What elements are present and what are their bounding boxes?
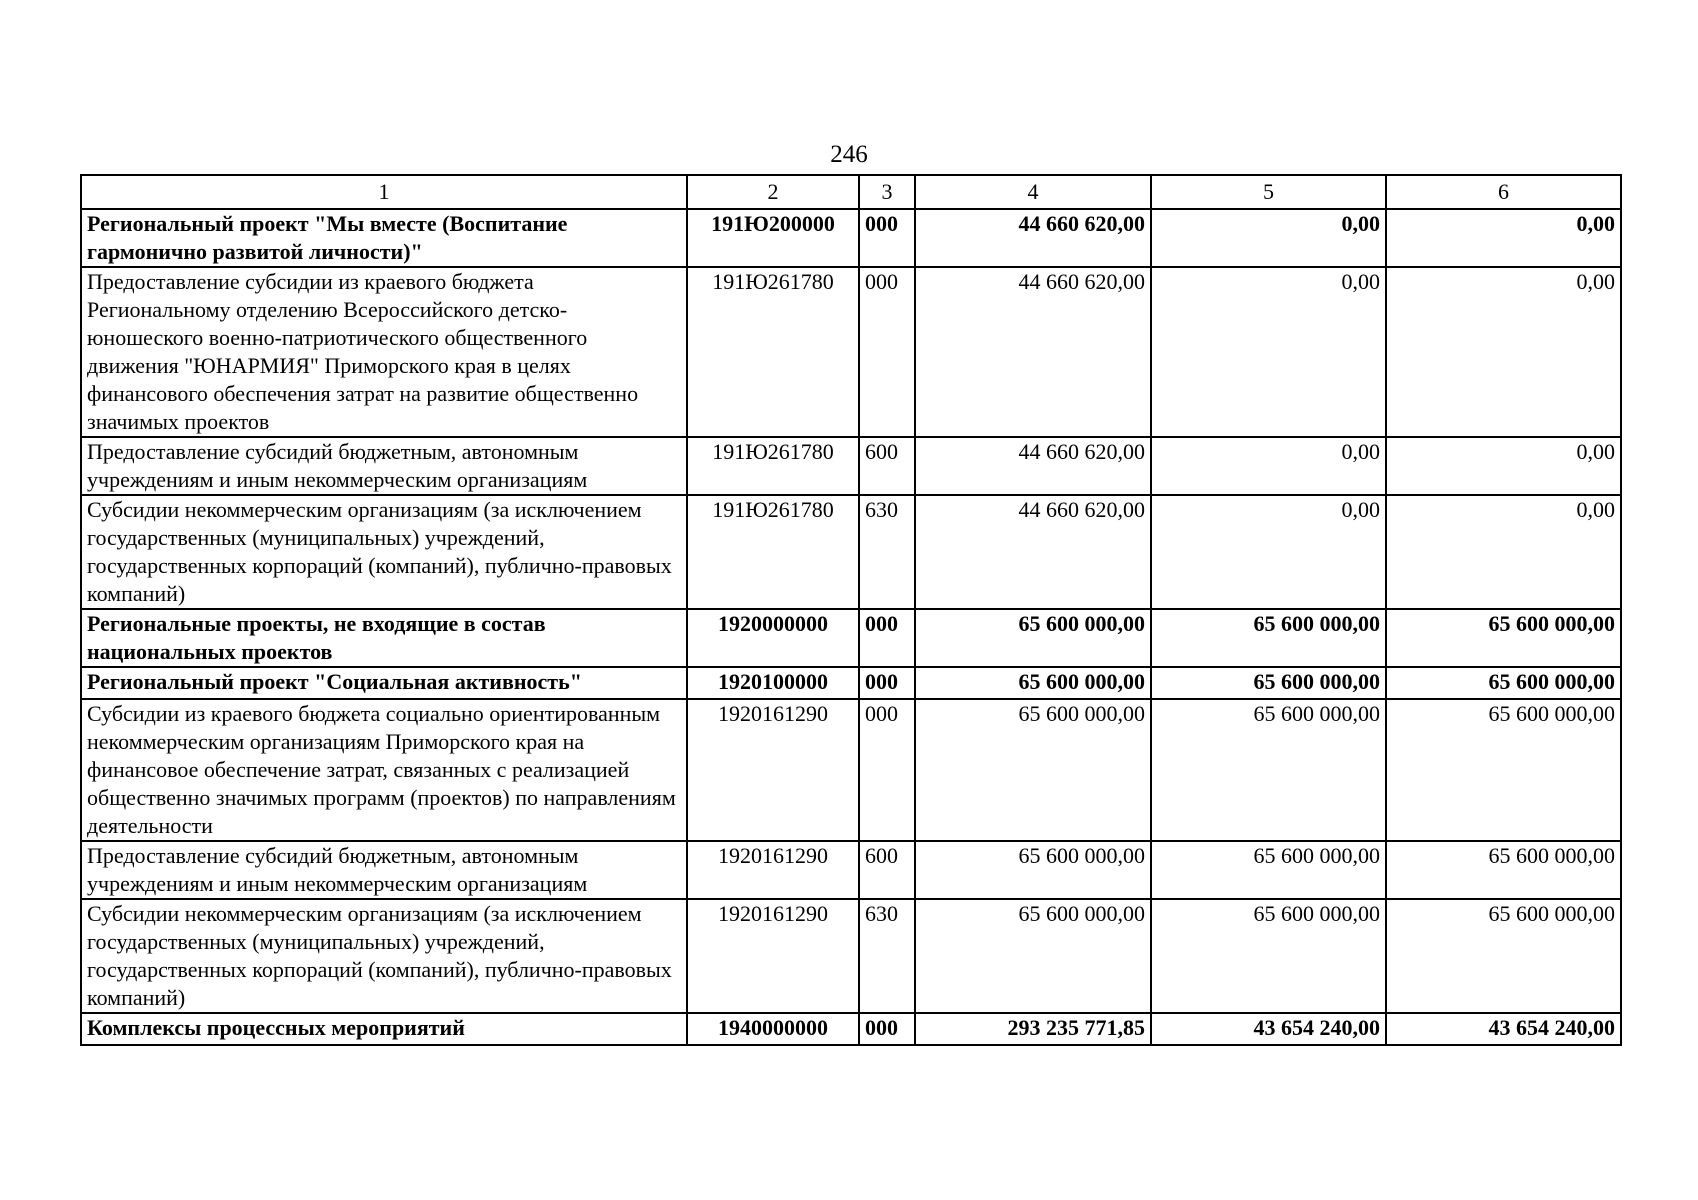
row-code-cell: 1920000000 (687, 609, 859, 667)
row-name-cell: Субсидии некоммерческим организациям (за исключением государственных (муниципальных) учреждений, государственных корпораций (компаний), публично-правовых компаний) (81, 495, 687, 609)
row-type-cell: 000 (859, 667, 915, 699)
row-name-cell: Субсидии некоммерческим организациям (за исключением государственных (муниципальных) учреждений, государственных корпораций (компаний), публично-правовых компаний) (81, 899, 687, 1013)
row-code-cell: 191Ю200000 (687, 209, 859, 267)
row-amount-2-cell: 65 600 000,00 (1151, 699, 1386, 841)
column-header: 6 (1386, 175, 1621, 209)
row-amount-1-cell: 44 660 620,00 (915, 209, 1151, 267)
row-code-cell: 191Ю261780 (687, 437, 859, 495)
row-amount-1-cell: 65 600 000,00 (915, 899, 1151, 1013)
row-amount-1-cell: 44 660 620,00 (915, 267, 1151, 437)
row-amount-3-cell: 43 654 240,00 (1386, 1013, 1621, 1045)
row-amount-2-cell: 0,00 (1151, 267, 1386, 437)
row-name-cell: Предоставление субсидий бюджетным, автономным учреждениям и иным некоммерческим организациям (81, 437, 687, 495)
row-amount-2-cell: 43 654 240,00 (1151, 1013, 1386, 1045)
row-name-cell: Региональные проекты, не входящие в состав национальных проектов (81, 609, 687, 667)
row-type-cell: 600 (859, 841, 915, 899)
row-code-cell: 191Ю261780 (687, 267, 859, 437)
row-type-cell: 600 (859, 437, 915, 495)
row-code-cell: 191Ю261780 (687, 495, 859, 609)
row-amount-2-cell: 65 600 000,00 (1151, 899, 1386, 1013)
row-amount-1-cell: 44 660 620,00 (915, 437, 1151, 495)
column-header: 2 (687, 175, 859, 209)
row-amount-1-cell: 293 235 771,85 (915, 1013, 1151, 1045)
column-header: 1 (81, 175, 687, 209)
row-name-cell: Региональный проект "Социальная активность" (81, 667, 687, 699)
budget-table (80, 174, 1622, 1046)
row-amount-2-cell: 0,00 (1151, 209, 1386, 267)
table-row (81, 1013, 1621, 1045)
row-amount-2-cell: 65 600 000,00 (1151, 609, 1386, 667)
row-type-cell: 000 (859, 267, 915, 437)
row-amount-1-cell: 44 660 620,00 (915, 495, 1151, 609)
table-row (81, 841, 1621, 899)
column-header: 4 (915, 175, 1151, 209)
row-code-cell: 1920161290 (687, 699, 859, 841)
row-type-cell: 000 (859, 209, 915, 267)
row-code-cell: 1920100000 (687, 667, 859, 699)
row-name-cell: Предоставление субсидии из краевого бюджета Региональному отделению Всероссийского детско-юношеского военно-патриотического общественного движения "ЮНАРМИЯ" Приморского края в целях финансового обеспечения затрат на развитие общественно значимых проектов (81, 267, 687, 437)
row-amount-3-cell: 0,00 (1386, 495, 1621, 609)
table-header-row (81, 175, 1621, 209)
row-code-cell: 1920161290 (687, 899, 859, 1013)
row-name-cell: Региональный проект "Мы вместе (Воспитание гармонично развитой личности)" (81, 209, 687, 267)
row-amount-2-cell: 0,00 (1151, 495, 1386, 609)
row-amount-1-cell: 65 600 000,00 (915, 667, 1151, 699)
page-number: 246 (830, 141, 868, 168)
row-amount-1-cell: 65 600 000,00 (915, 699, 1151, 841)
column-header: 3 (859, 175, 915, 209)
row-amount-2-cell: 65 600 000,00 (1151, 841, 1386, 899)
row-code-cell: 1940000000 (687, 1013, 859, 1045)
table-row (81, 267, 1621, 437)
row-type-cell: 000 (859, 1013, 915, 1045)
table-row (81, 495, 1621, 609)
row-amount-1-cell: 65 600 000,00 (915, 609, 1151, 667)
row-amount-1-cell: 65 600 000,00 (915, 841, 1151, 899)
table-row (81, 209, 1621, 267)
row-name-cell: Комплексы процессных мероприятий (81, 1013, 687, 1045)
row-amount-3-cell: 0,00 (1386, 209, 1621, 267)
row-code-cell: 1920161290 (687, 841, 859, 899)
row-amount-3-cell: 0,00 (1386, 437, 1621, 495)
row-type-cell: 630 (859, 495, 915, 609)
row-name-cell: Предоставление субсидий бюджетным, автономным учреждениям и иным некоммерческим организациям (81, 841, 687, 899)
row-type-cell: 000 (859, 699, 915, 841)
row-amount-3-cell: 65 600 000,00 (1386, 609, 1621, 667)
budget-table-body (81, 175, 1621, 1045)
row-amount-3-cell: 0,00 (1386, 267, 1621, 437)
row-type-cell: 000 (859, 609, 915, 667)
table-row (81, 609, 1621, 667)
table-row (81, 899, 1621, 1013)
row-name-cell: Субсидии из краевого бюджета социально ориентированным некоммерческим организациям Приморского края на финансовое обеспечение затрат, связанных с реализацией общественно значимых программ (проектов) по направлениям деятельности (81, 699, 687, 841)
table-row (81, 437, 1621, 495)
table-row (81, 699, 1621, 841)
row-amount-3-cell: 65 600 000,00 (1386, 899, 1621, 1013)
row-amount-2-cell: 65 600 000,00 (1151, 667, 1386, 699)
row-type-cell: 630 (859, 899, 915, 1013)
row-amount-3-cell: 65 600 000,00 (1386, 841, 1621, 899)
column-header: 5 (1151, 175, 1386, 209)
row-amount-2-cell: 0,00 (1151, 437, 1386, 495)
row-amount-3-cell: 65 600 000,00 (1386, 699, 1621, 841)
row-amount-3-cell: 65 600 000,00 (1386, 667, 1621, 699)
table-row (81, 667, 1621, 699)
